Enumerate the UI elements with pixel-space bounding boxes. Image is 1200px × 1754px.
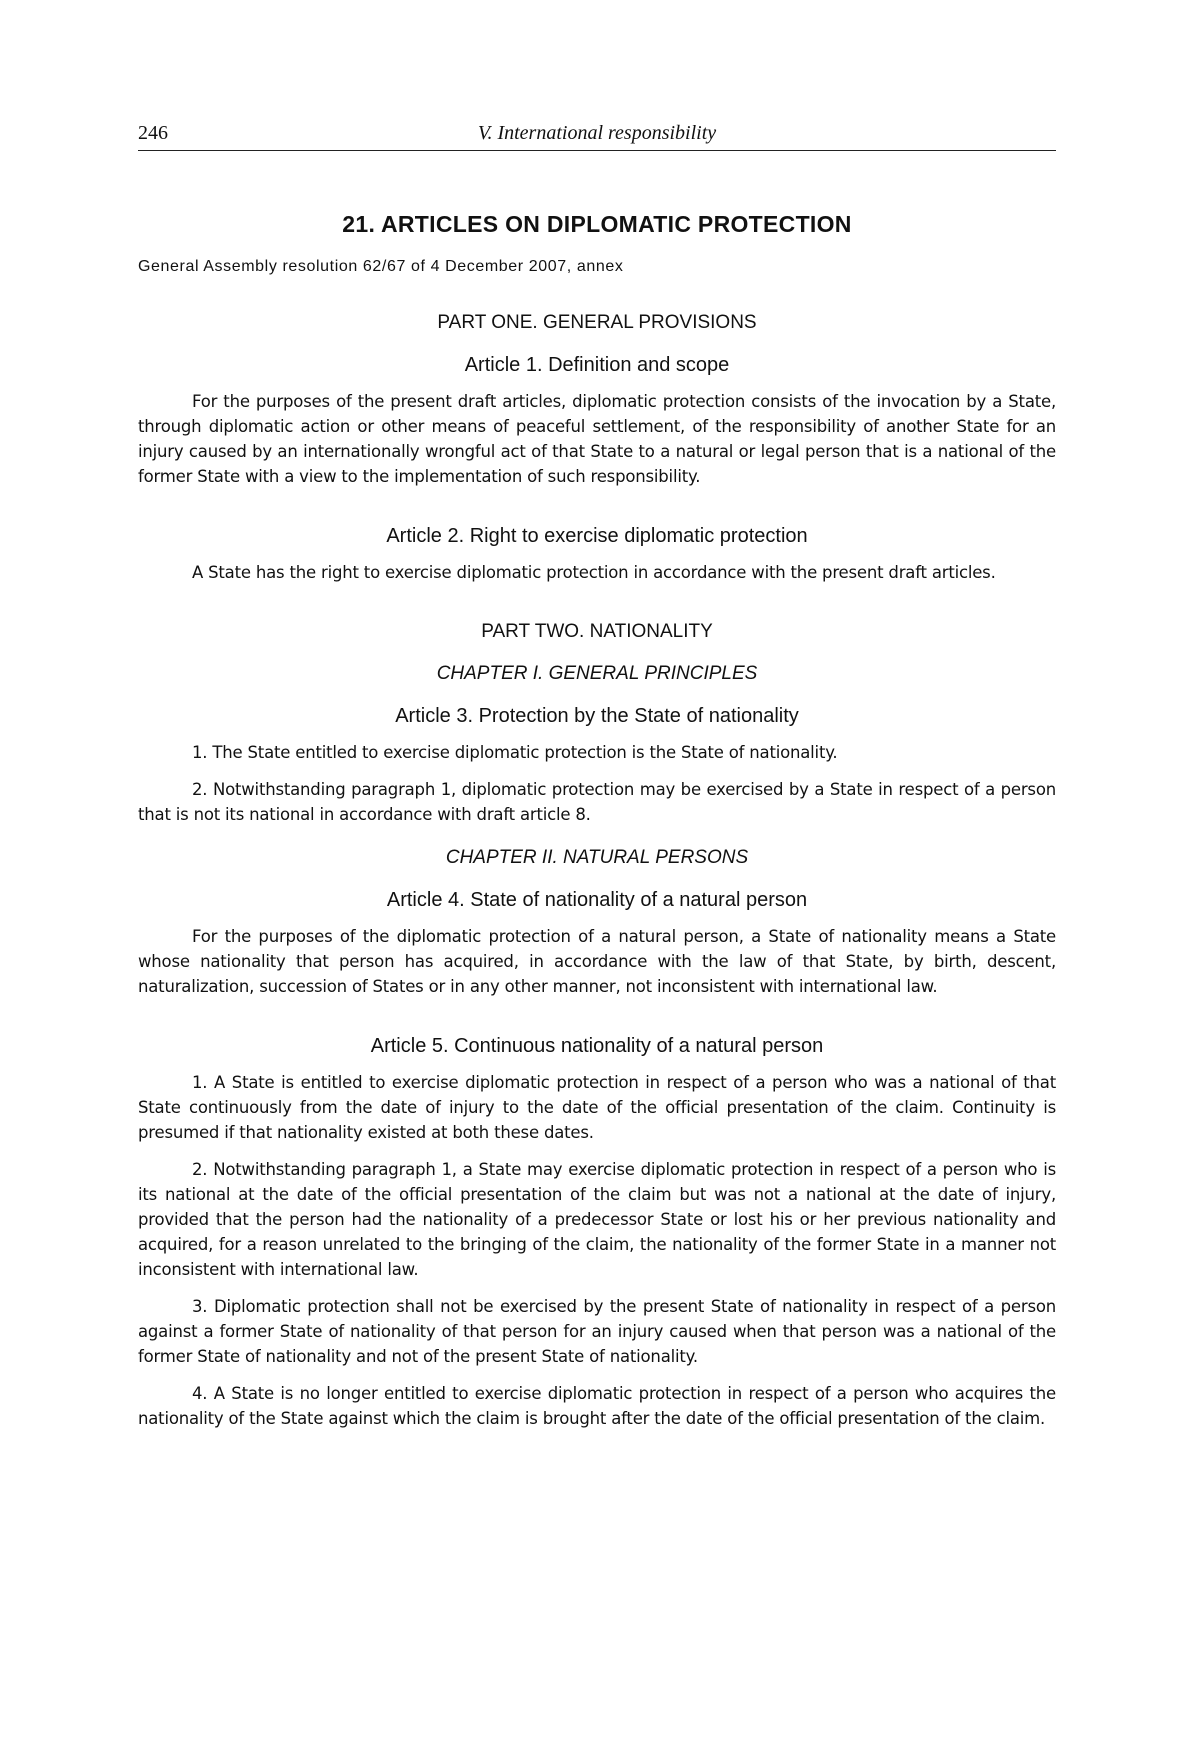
resolution-reference: General Assembly resolution 62/67 of 4 December 2007, annex [138,258,624,275]
chapter-1-heading: CHAPTER I. GENERAL PRINCIPLES [436,663,758,684]
article-5-paragraph-1: 1. A State is entitled to exercise diplomatic protection in respect of a person who was a national of that State continuously from the date of injury to the date of the official presentation of the claim. Continuity is presumed if that nationality existed at both these dates. [138,1073,1056,1142]
article-1-heading: Article 1. Definition and scope [464,354,730,376]
part-two-heading: PART TWO. NATIONALITY [481,621,713,642]
article-2-paragraph: A State has the right to exercise diplomatic protection in accordance with the present draft articles. [192,563,996,582]
article-3-paragraph-1: 1. The State entitled to exercise diplomatic protection is the State of nationality. [192,743,838,762]
page-number: 246 [138,122,168,144]
article-1-paragraph: For the purposes of the present draft articles, diplomatic protection consists of the invocation by a State, through diplomatic action or other means of peaceful settlement, of the responsibility of another State for an injury caused by an internationally wrongful act of that State to a natural or legal person that is a national of the former State with a view to the implementation of such responsibility. [138,392,1056,486]
article-5-paragraph-4: 4. A State is no longer entitled to exercise diplomatic protection in respect of a person who acquires the nationality of the State against which the claim is brought after the date of the official presentation of the claim. [138,1384,1056,1428]
document-title: 21. ARTICLES ON DIPLOMATIC PROTECTION [342,211,852,237]
article-4-paragraph: For the purposes of the diplomatic protection of a natural person, a State of nationality means a State whose nationality that person has acquired, in accordance with the law of that State, by birth, descent, naturalization, succession of States or in any other manner, not inconsistent with international law. [138,927,1056,996]
article-3-heading: Article 3. Protection by the State of nationality [395,705,799,727]
article-4-heading: Article 4. State of nationality of a natural person [386,889,808,911]
part-one-heading: PART ONE. GENERAL PROVISIONS [437,312,757,333]
article-5-paragraph-2: 2. Notwithstanding paragraph 1, a State may exercise diplomatic protection in respect of a person who is its national at the date of the official presentation of the claim but was not a national at the date of injury, provided that the person had the nationality of a predecessor State or lost his or her previous nationality and acquired, for a reason unrelated to the bringing of the claim, the nationality of the former State in a manner not inconsistent with international law. [138,1160,1056,1279]
article-5-heading: Article 5. Continuous nationality of a natural person [370,1035,824,1057]
document-page [138,118,1056,1431]
running-header [138,118,1056,151]
chapter-2-heading: CHAPTER II. NATURAL PERSONS [445,847,749,868]
article-2-heading: Article 2. Right to exercise diplomatic protection [386,525,808,547]
section-title: V. International responsibility [477,122,717,144]
article-3-paragraph-2: 2. Notwithstanding paragraph 1, diplomatic protection may be exercised by a State in respect of a person that is not its national in accordance with draft article 8. [138,780,1056,824]
article-5-paragraph-3: 3. Diplomatic protection shall not be exercised by the present State of nationality in respect of a person against a former State of nationality of that person for an injury caused when that person was a national of the former State of nationality and not of the present State of nationality. [138,1297,1056,1366]
